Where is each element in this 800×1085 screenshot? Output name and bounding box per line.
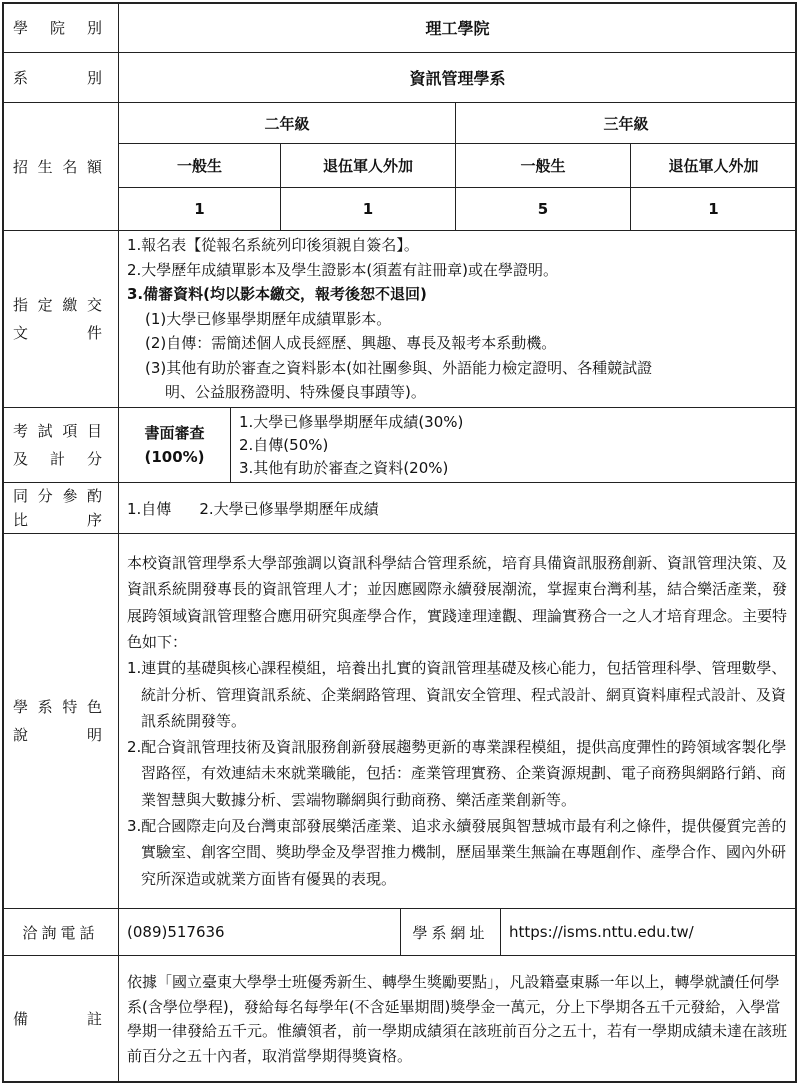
label-char: 同 (13, 487, 35, 505)
label-char: 試 (37, 422, 59, 440)
notes-text: 依據「國立臺東大學學士班優秀新生、轉學生獎勵要點」，凡設籍臺東縣一年以上，轉學就讀任何學系(含學位學程)，發給每名每學年(不含延畢期間)獎學金一萬元，分上下學期各五千元發給，入學當學期一律發給五千元。惟續領者，前一學期成績須在該班前百分之五十，若有一學期成績未達在該班前百分之五十內者，取消當學期得獎資格。 (127, 973, 788, 1065)
label-char: 明 (86, 726, 108, 744)
features-intro: 本校資訊管理學系大學部強調以資訊科學結合管理系統，培育具備資訊服務創新、資訊管理決策、及資訊系統開發專長的資訊管理人才；並因應國際永續發展潮流，掌握東台灣利基，結合樂活產業，發展跨領域資訊管理整合應用研究與產學合作，實踐達理達觀、理論實務合一之人才培育理念。主要特色如下： (127, 554, 788, 651)
g2-count-veteran: 1 (280, 187, 456, 231)
website-link[interactable]: https://isms.nttu.edu.tw/ (500, 908, 797, 956)
label-char: 繳 (62, 296, 84, 314)
label-char: 項 (62, 422, 84, 440)
label-char: 色 (86, 698, 108, 716)
label-char: 系 (13, 68, 35, 87)
label-char: 分 (37, 487, 59, 505)
label-char: 分 (86, 450, 108, 468)
grade-2-header: 二年級 (118, 102, 456, 144)
exam-items (230, 407, 797, 483)
features-label (2, 533, 119, 909)
doc-subitem-cont: 明、公益服務證明、特殊優良事蹟等)。 (165, 383, 426, 402)
label-char: 計 (49, 450, 71, 468)
g2-type-regular: 一般生 (118, 143, 281, 188)
label-char: 名 (62, 157, 84, 176)
college-value: 理工學院 (118, 2, 797, 53)
label-char: 學 (13, 698, 35, 716)
label-char: 院 (49, 18, 71, 37)
label-char: 目 (86, 422, 108, 440)
exam-method-name: 書面審查 (144, 424, 205, 442)
label-char: 備 (13, 1010, 35, 1028)
doc-subitem: (3)其他有助於審查之資料影本(如社團參與、外語能力檢定證明、各種競試證 (145, 358, 653, 377)
label-char: 指 (13, 296, 35, 314)
label-char: 件 (86, 324, 108, 342)
department-label (2, 52, 119, 103)
enrollment-label (2, 102, 119, 231)
label-char: 別 (86, 68, 108, 87)
phone-label: 洽詢電話 (2, 908, 119, 956)
label-char: 酌 (86, 487, 108, 505)
g3-type-regular: 一般生 (455, 143, 631, 188)
label-char: 定 (37, 296, 59, 314)
label-char: 考 (13, 422, 35, 440)
label-char: 註 (86, 1010, 108, 1028)
label-char: 參 (62, 487, 84, 505)
feature-point: 2.配合資訊管理技術及資訊服務創新發展趨勢更新的專業課程模組，提供高度彈性的跨領域客製化學習路徑，有效連結未來就業職能，包括：產業管理實務、企業資源規劃、電子商務與網路行銷、商業智慧與大數據分析、雲端物聯網與行動商務、樂活產業創新等。 (127, 738, 787, 809)
g2-type-veteran: 退伍軍人外加 (280, 143, 456, 188)
feature-point: 3.配合國際走向及台灣東部發展樂活產業、追求永續發展與智慧城市最有利之條件，提供優質完善的實驗室、創客空間、獎助學金及學習推力機制，歷屆畢業生無論在專題創作、產學合作、國內外研究所深造或就業方面皆有優異的表現。 (127, 817, 787, 888)
exam-method (118, 407, 231, 483)
features-content (118, 533, 797, 909)
exam-item: 1.大學已修畢學期歷年成績(30%) (239, 412, 464, 431)
label-char: 序 (86, 511, 108, 529)
website-label: 學系網址 (400, 908, 501, 956)
label-char: 文 (13, 324, 35, 342)
label-char: 及 (13, 450, 35, 468)
doc-item: 3.備審資料(均以影本繳交，報考後恕不退回) (127, 285, 427, 304)
label-char: 比 (13, 511, 35, 529)
doc-subitem: (2)自傳：需簡述個人成長經歷、興趣、專長及報考本系動機。 (145, 334, 557, 353)
label-char: 說 (13, 726, 35, 744)
tiebreak-content (118, 482, 797, 534)
g3-count-regular: 5 (455, 187, 631, 231)
exam-label (2, 407, 119, 483)
notes-label (2, 955, 119, 1083)
g3-type-veteran: 退伍軍人外加 (630, 143, 797, 188)
exam-item: 3.其他有助於審查之資料(20%) (239, 458, 449, 477)
grade-3-header: 三年級 (455, 102, 797, 144)
label-char: 別 (86, 18, 108, 37)
phone-value: (089)517636 (118, 908, 401, 956)
doc-subitem: (1)大學已修畢學期歷年成績單影本。 (145, 309, 392, 328)
label-char: 招 (13, 157, 35, 176)
department-value: 資訊管理學系 (118, 52, 797, 103)
documents-content (118, 230, 797, 408)
college-label (2, 2, 119, 53)
label-char: 生 (37, 157, 59, 176)
exam-method-weight: (100%) (144, 448, 205, 466)
label-char: 系 (37, 698, 59, 716)
documents-label (2, 230, 119, 408)
doc-item: 1.報名表【從報名系統列印後須親自簽名】。 (127, 236, 419, 255)
feature-point: 1.連貫的基礎與核心課程模組，培養出扎實的資訊管理基礎及核心能力，包括管理科學、管理數學、統計分析、管理資訊系統、企業網路管理、資訊安全管理、程式設計、網頁資料庫程式設計、及資訊系統開發等。 (127, 659, 787, 730)
g3-count-veteran: 1 (630, 187, 797, 231)
tiebreak-item: 2.大學已修畢學期歷年成績 (199, 499, 379, 518)
doc-item: 2.大學歷年成績單影本及學生證影本(須蓋有註冊章)或在學證明。 (127, 260, 559, 279)
tiebreak-label (2, 482, 119, 534)
notes-content (118, 955, 797, 1083)
tiebreak-item: 1.自傳 (127, 499, 172, 518)
label-char: 學 (13, 18, 35, 37)
exam-item: 2.自傳(50%) (239, 435, 329, 454)
g2-count-regular: 1 (118, 187, 281, 231)
label-char: 額 (86, 157, 108, 176)
label-char: 特 (62, 698, 84, 716)
label-char: 交 (86, 296, 108, 314)
